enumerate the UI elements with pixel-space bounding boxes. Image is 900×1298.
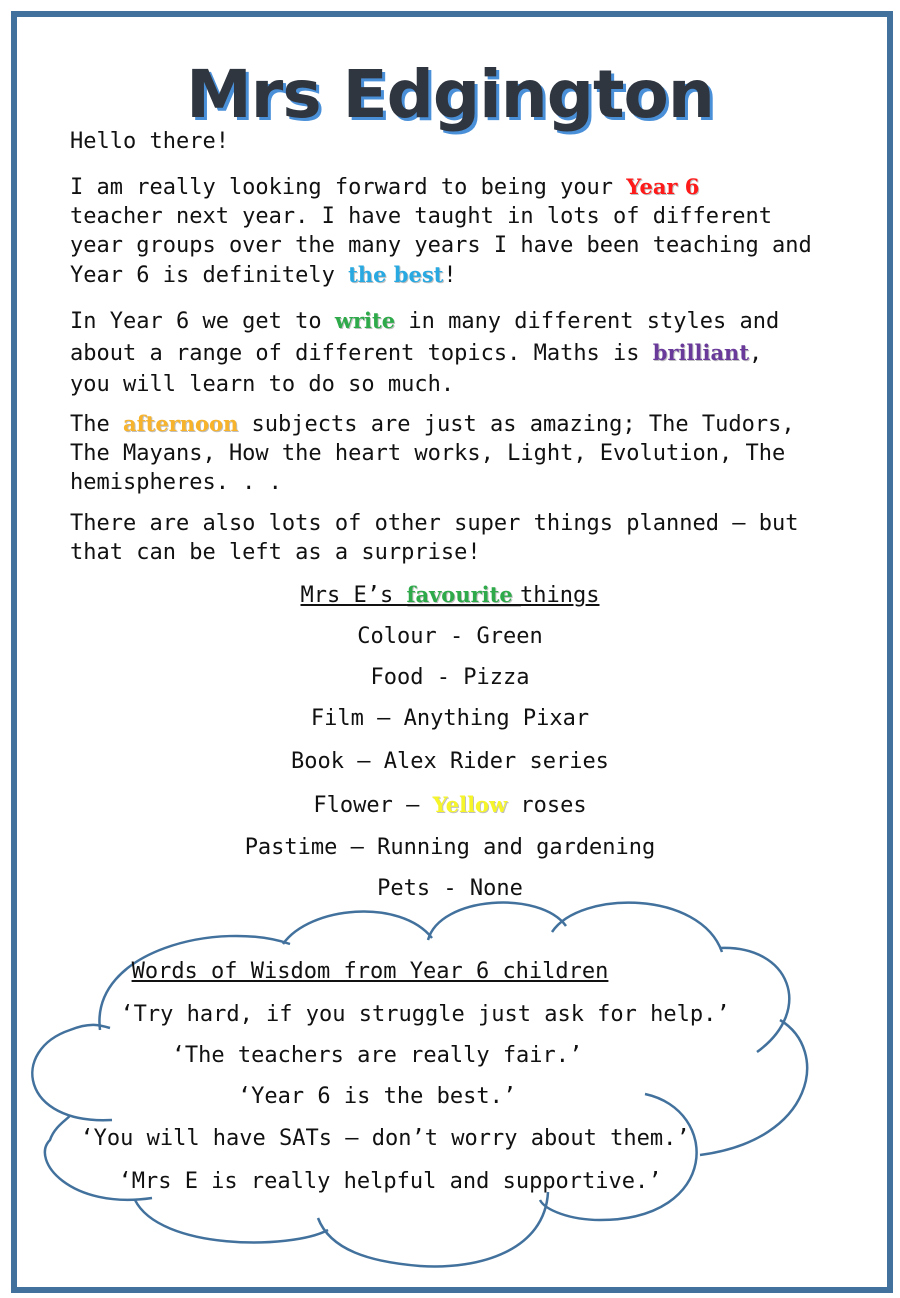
para1-text-a: I am really looking forward to being your	[70, 175, 627, 200]
paragraph-surprise: There are also lots of other super things planned – but that can be left as a surprise!	[70, 511, 799, 565]
highlight-brilliant: brilliant	[652, 340, 750, 365]
highlight-year-6: Year 6	[626, 174, 700, 199]
para3-text-b: subjects are just as amazing; The Tudors, The Mayans, How the heart works, Light, Evolution, The hemispheres. . .	[70, 412, 795, 495]
favourite-colour: Colour - Green	[357, 624, 543, 649]
cloud-arc-top-3	[552, 903, 722, 952]
favourite-food: Food - Pizza	[370, 665, 530, 690]
para1-text-c: !	[443, 263, 457, 288]
cloud-arc-bottom-1	[318, 1192, 548, 1266]
para1-text-b: teacher next year. I have taught in lots of different year groups over the many years I have been teaching and Year 6 is definitely	[70, 204, 812, 288]
highlight-yellow: Yellow	[432, 792, 508, 817]
para2-text-c: , you will learn to do so much.	[70, 341, 763, 397]
wisdom-quote-5: ‘Mrs E is really helpful and supportive.’	[118, 1169, 662, 1194]
cloud-arc-bottom-2	[135, 1200, 328, 1242]
favourite-book: Book – Alex Rider series	[291, 749, 609, 774]
wisdom-quote-4: ‘You will have SATs – don’t worry about them.’	[80, 1126, 690, 1151]
wisdom-heading: Words of Wisdom from Year 6 children	[131, 959, 609, 984]
favourites-heading-a: Mrs E’s	[300, 583, 407, 608]
highlight-favourite: favourite	[406, 582, 520, 607]
page-title: Mrs Edgington	[186, 56, 714, 133]
highlight-afternoon: afternoon	[122, 411, 239, 436]
greeting: Hello there!	[70, 129, 229, 154]
highlight-write: write	[334, 308, 396, 333]
cloud-arc-top-2	[428, 903, 566, 940]
flower-text-a: Flower –	[313, 793, 433, 818]
para2-text-b: in many different styles and about a range of different topics. Maths is	[70, 309, 780, 366]
para3-text-a: The	[70, 412, 123, 437]
highlight-the-best: the best	[348, 262, 444, 287]
favourite-pastime: Pastime – Running and gardening	[244, 835, 656, 860]
cloud-arc-right-3	[540, 1094, 697, 1220]
flower-text-b: roses	[507, 793, 587, 818]
wisdom-quote-1: ‘Try hard, if you struggle just ask for help.’	[120, 1002, 730, 1027]
favourite-film: Film – Anything Pixar	[310, 706, 590, 731]
favourites-heading-b: things	[520, 583, 600, 608]
wisdom-quote-3: ‘Year 6 is the best.’	[237, 1084, 517, 1109]
favourite-pets: Pets - None	[377, 876, 523, 901]
wisdom-quote-2: ‘The teachers are really fair.’	[171, 1043, 583, 1068]
para2-text-a: In Year 6 we get to	[70, 309, 335, 334]
cloud-arc-top-1	[283, 912, 432, 944]
